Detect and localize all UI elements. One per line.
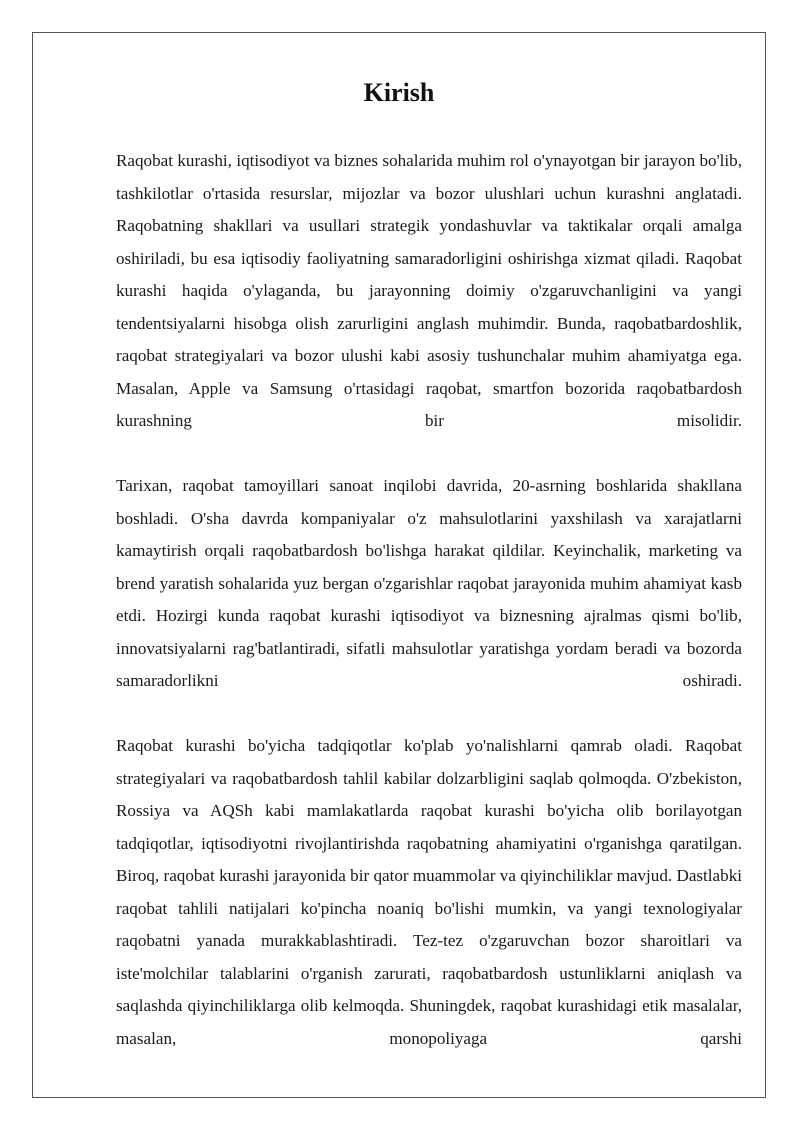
paragraph-1: Raqobat kurashi, iqtisodiyot va biznes sohalarida muhim rol o'ynayotgan bir jarayon bo'lib, tashkilotlar o'rtasida resurslar, mijozlar va bozor ulushlari uchun kurashni anglatadi. Raqobatning shakllari va usullari strategik yondashuvlar va taktikalar orqali amalga oshiriladi, bu esa iqtisodiy faoliyatning samaradorligini oshirishga xizmat qiladi. Raqobat kurashi haqida o'ylaganda, bu jarayonning doimiy o'zgaruvchanligini va yangi tendentsiyalarni hisobga olish zarurligini anglash muhimdir. Bunda, raqobatbardoshlik, raqobat strategiyalari va bozor ulushi kabi asosiy tushunchalar muhim ahamiyatga ega. Masalan, Apple va Samsung o'rtasidagi raqobat, smartfon bozorida raqobatbardosh kurashning bir misolidir. <box>116 151 742 430</box>
paragraph-3: Raqobat kurashi bo'yicha tadqiqotlar ko'plab yo'nalishlarni qamrab oladi. Raqobat strategiyalari va raqobatbardosh tahlil kabilar dolzarbligini saqlab qolmoqda. O'zbekiston, Rossiya va AQSh kabi mamlakatlarda raqobat kurashi bo'yicha olib borilayotgan tadqiqotlar, iqtisodiyotni rivojlantirishda raqobatning ahamiyatini o'rganishga qaratilgan. Biroq, raqobat kurashi jarayonida bir qator muammolar va qiyinchiliklar mavjud. Dastlabki raqobat tahlili natijalari ko'pincha noaniq bo'lishi mumkin, va yangi texnologiyalar raqobatni yanada murakkablashtiradi. Tez-tez o'zgaruvchan bozor sharoitlari va iste'molchilar talablarini o'rganish zarurati, raqobatbardosh ustunliklarni aniqlash va saqlashda qiyinchiliklarga olib kelmoqda. Shuningdek, raqobat kurashidagi etik masalalar, masalan, monopoliyaga qarshi <box>116 736 742 1048</box>
document-body <box>116 145 742 1088</box>
page-title: Kirish <box>363 78 435 107</box>
document-page <box>32 32 766 1098</box>
paragraph-2: Tarixan, raqobat tamoyillari sanoat inqilobi davrida, 20-asrning boshlarida shakllana boshladi. O'sha davrda kompaniyalar o'z mahsulotlarini yaxshilash va xarajatlarni kamaytirish orqali raqobatbardosh bo'lishga harakat qildilar. Keyinchalik, marketing va brend yaratish sohalarida yuz bergan o'zgarishlar raqobat jarayonida muhim ahamiyat kasb etdi. Hozirgi kunda raqobat kurashi iqtisodiyot va biznesning ajralmas qismi bo'lib, innovatsiyalarni rag'batlantiradi, sifatli mahsulotlar yaratishga yordam beradi va bozorda samaradorlikni oshiradi. <box>116 476 742 690</box>
